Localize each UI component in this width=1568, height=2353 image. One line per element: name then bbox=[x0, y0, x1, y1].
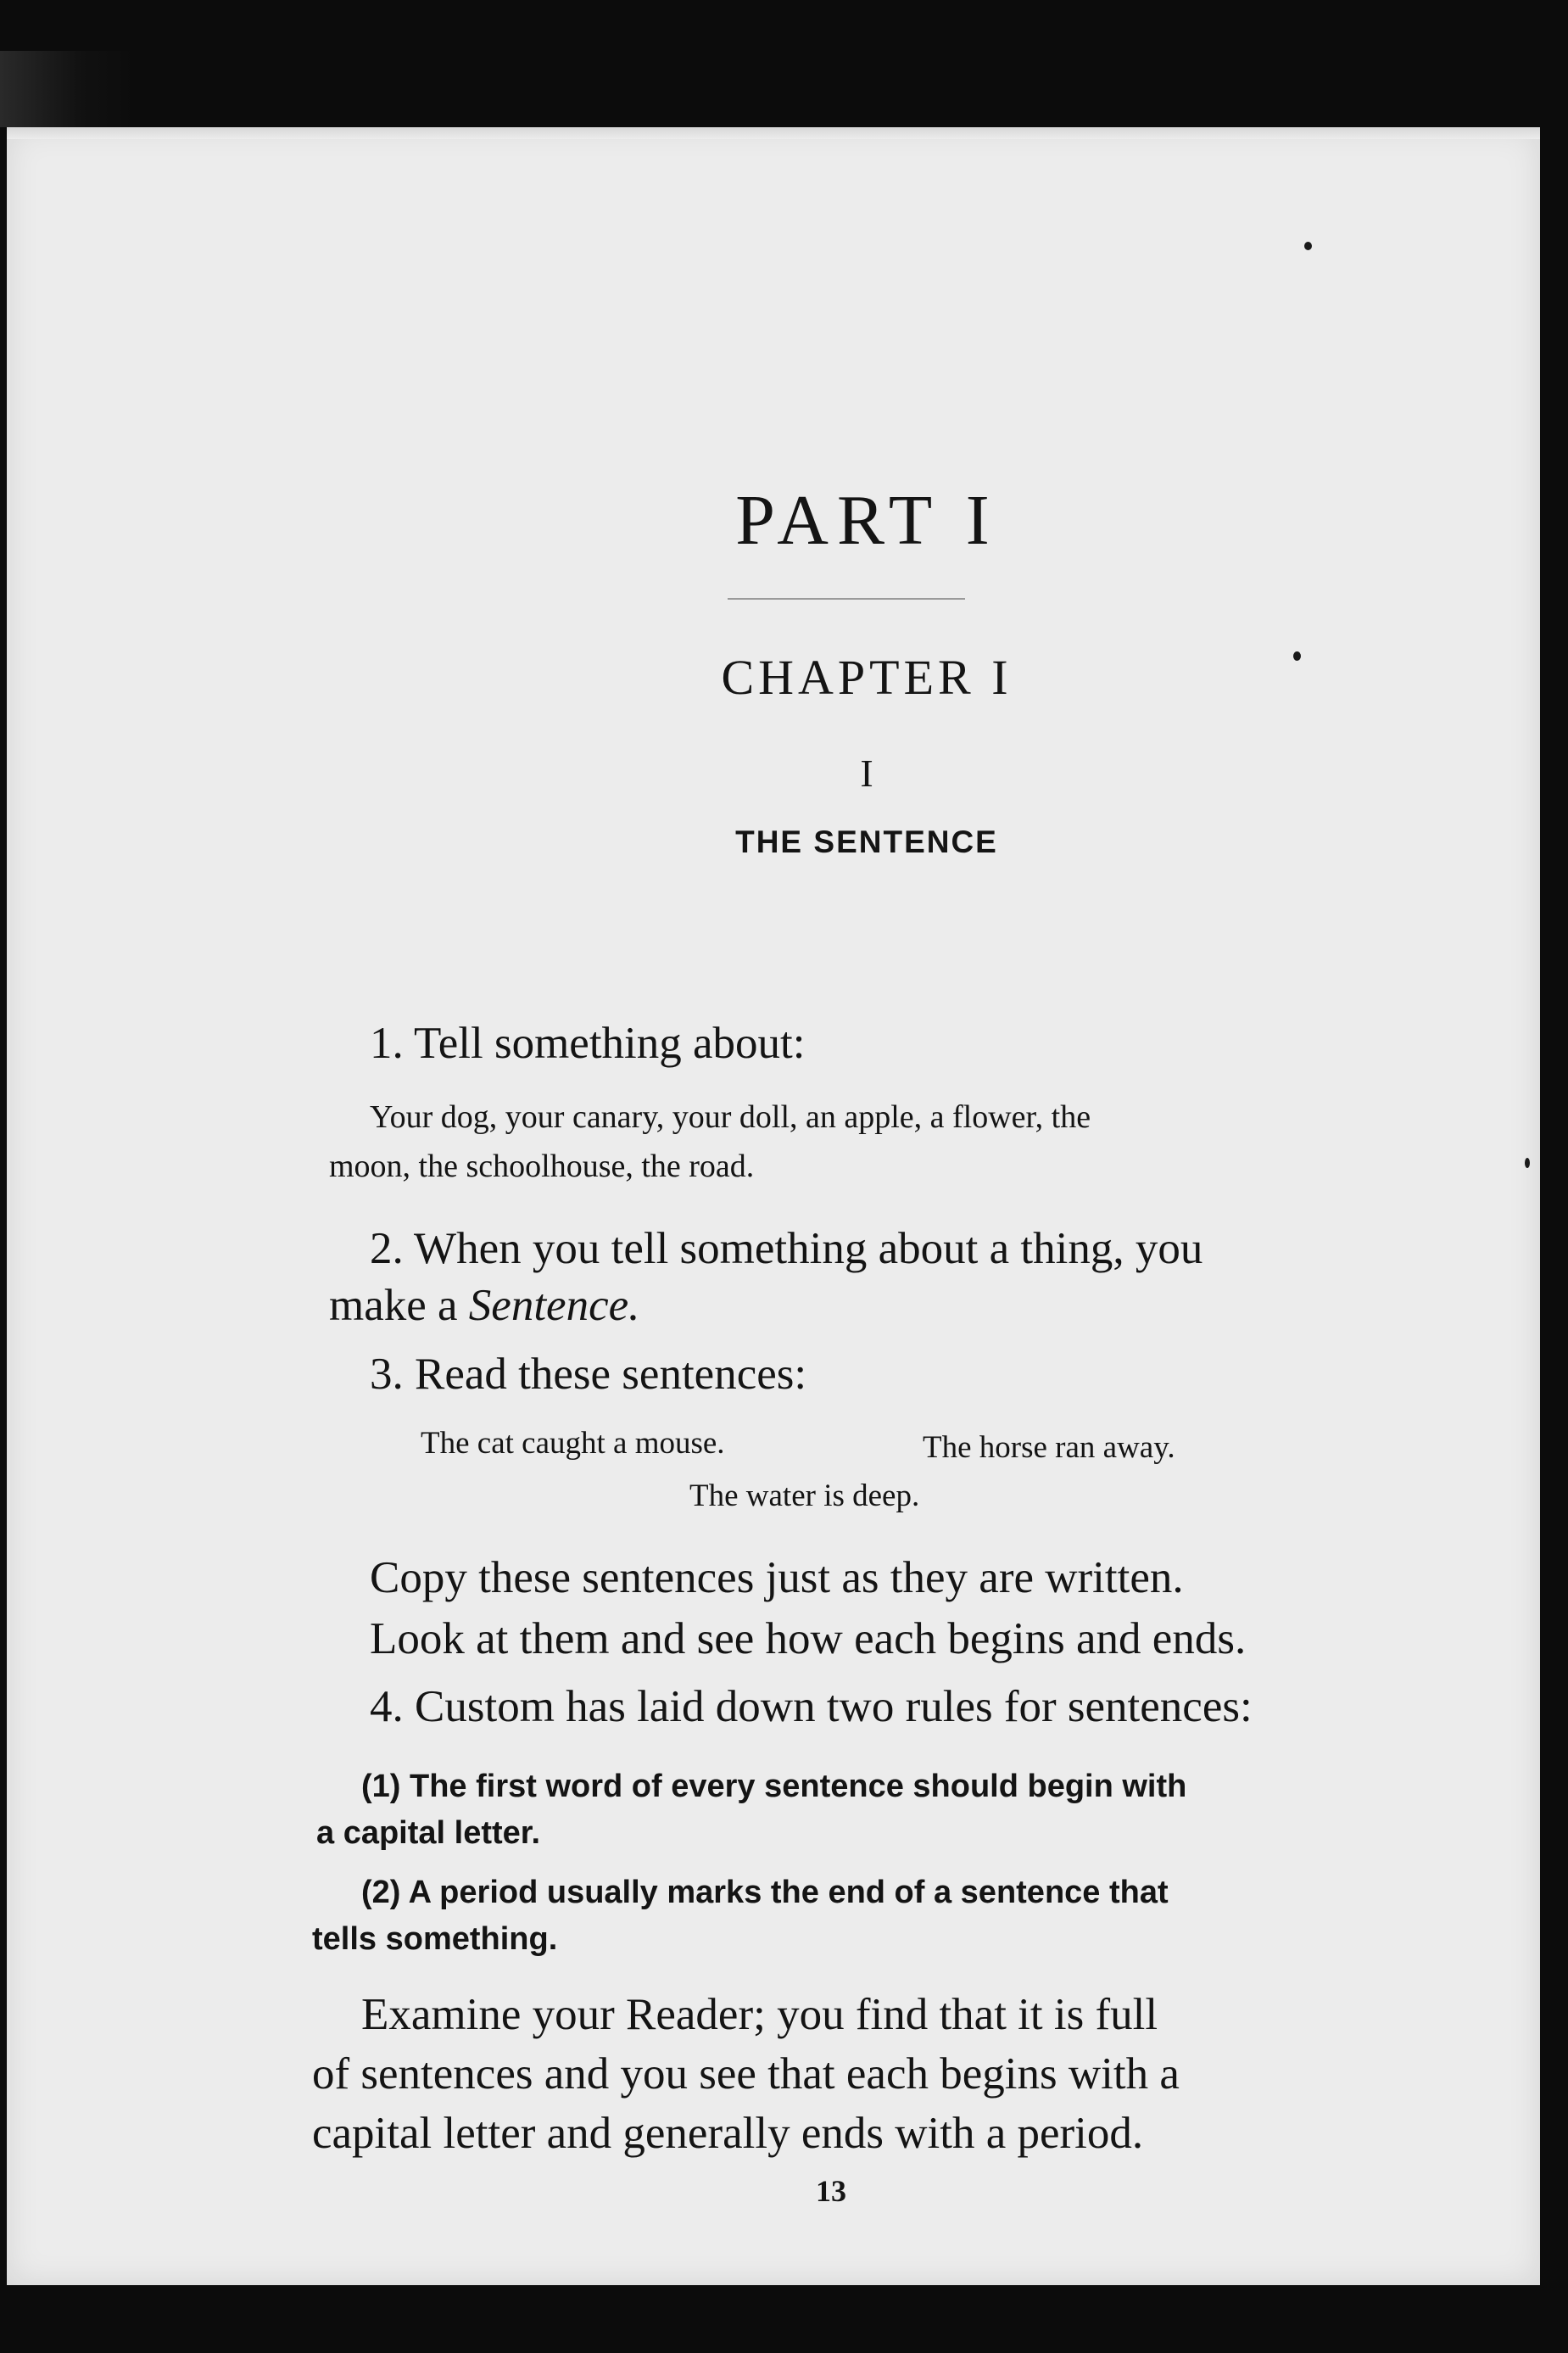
example-sentence: The cat caught a mouse. bbox=[421, 1426, 725, 1461]
part-title: PART I bbox=[735, 481, 998, 560]
book-binding-edge bbox=[0, 51, 136, 127]
page-top-edge bbox=[7, 127, 1540, 139]
section-heading: THE SENTENCE bbox=[735, 824, 998, 859]
example-sentence: The water is deep. bbox=[689, 1478, 920, 1513]
copy-instruction-line-1: Copy these sentences just as they are written. bbox=[370, 1553, 1184, 1602]
rule-1-line-1: (1) The first word of every sentence should begin with bbox=[361, 1769, 1187, 1804]
paragraph-3: 3. Read these sentences: bbox=[370, 1350, 807, 1399]
rule-2-line-1: (2) A period usually marks the end of a sentence that bbox=[361, 1875, 1169, 1910]
paragraph-2-prefix: make a bbox=[329, 1281, 469, 1330]
print-speck bbox=[1525, 1158, 1530, 1168]
example-sentence: The horse ran away. bbox=[923, 1430, 1175, 1465]
paragraph-2-line-1: 2. When you tell something about a thing, you bbox=[370, 1224, 1203, 1273]
examine-line-2: of sentences and you see that each begins with a bbox=[312, 2049, 1180, 2099]
copy-instruction-line-2: Look at them and see how each begins and ends. bbox=[370, 1614, 1247, 1663]
examine-line-3: capital letter and generally ends with a period. bbox=[312, 2109, 1144, 2158]
book-page bbox=[7, 127, 1540, 2285]
print-speck bbox=[1304, 242, 1312, 250]
paragraph-1: 1. Tell something about: bbox=[370, 1019, 806, 1068]
paragraph-1-items-line-2: moon, the schoolhouse, the road. bbox=[329, 1149, 755, 1184]
title-divider bbox=[728, 598, 965, 600]
rule-1-line-2: a capital letter. bbox=[316, 1815, 541, 1851]
paragraph-4: 4. Custom has laid down two rules for sentences: bbox=[370, 1682, 1253, 1731]
rule-2-line-2: tells something. bbox=[312, 1921, 558, 1957]
page-number: 13 bbox=[816, 2174, 846, 2208]
chapter-title: CHAPTER I bbox=[721, 650, 1013, 705]
examine-line-1: Examine your Reader; you find that it is full bbox=[361, 1990, 1158, 2039]
section-numeral: I bbox=[860, 752, 873, 795]
term-sentence: Sentence. bbox=[468, 1281, 640, 1330]
paragraph-1-items-line-1: Your dog, your canary, your doll, an apple, a flower, the bbox=[370, 1099, 1091, 1135]
paragraph-2-line-2 bbox=[329, 1280, 639, 1331]
